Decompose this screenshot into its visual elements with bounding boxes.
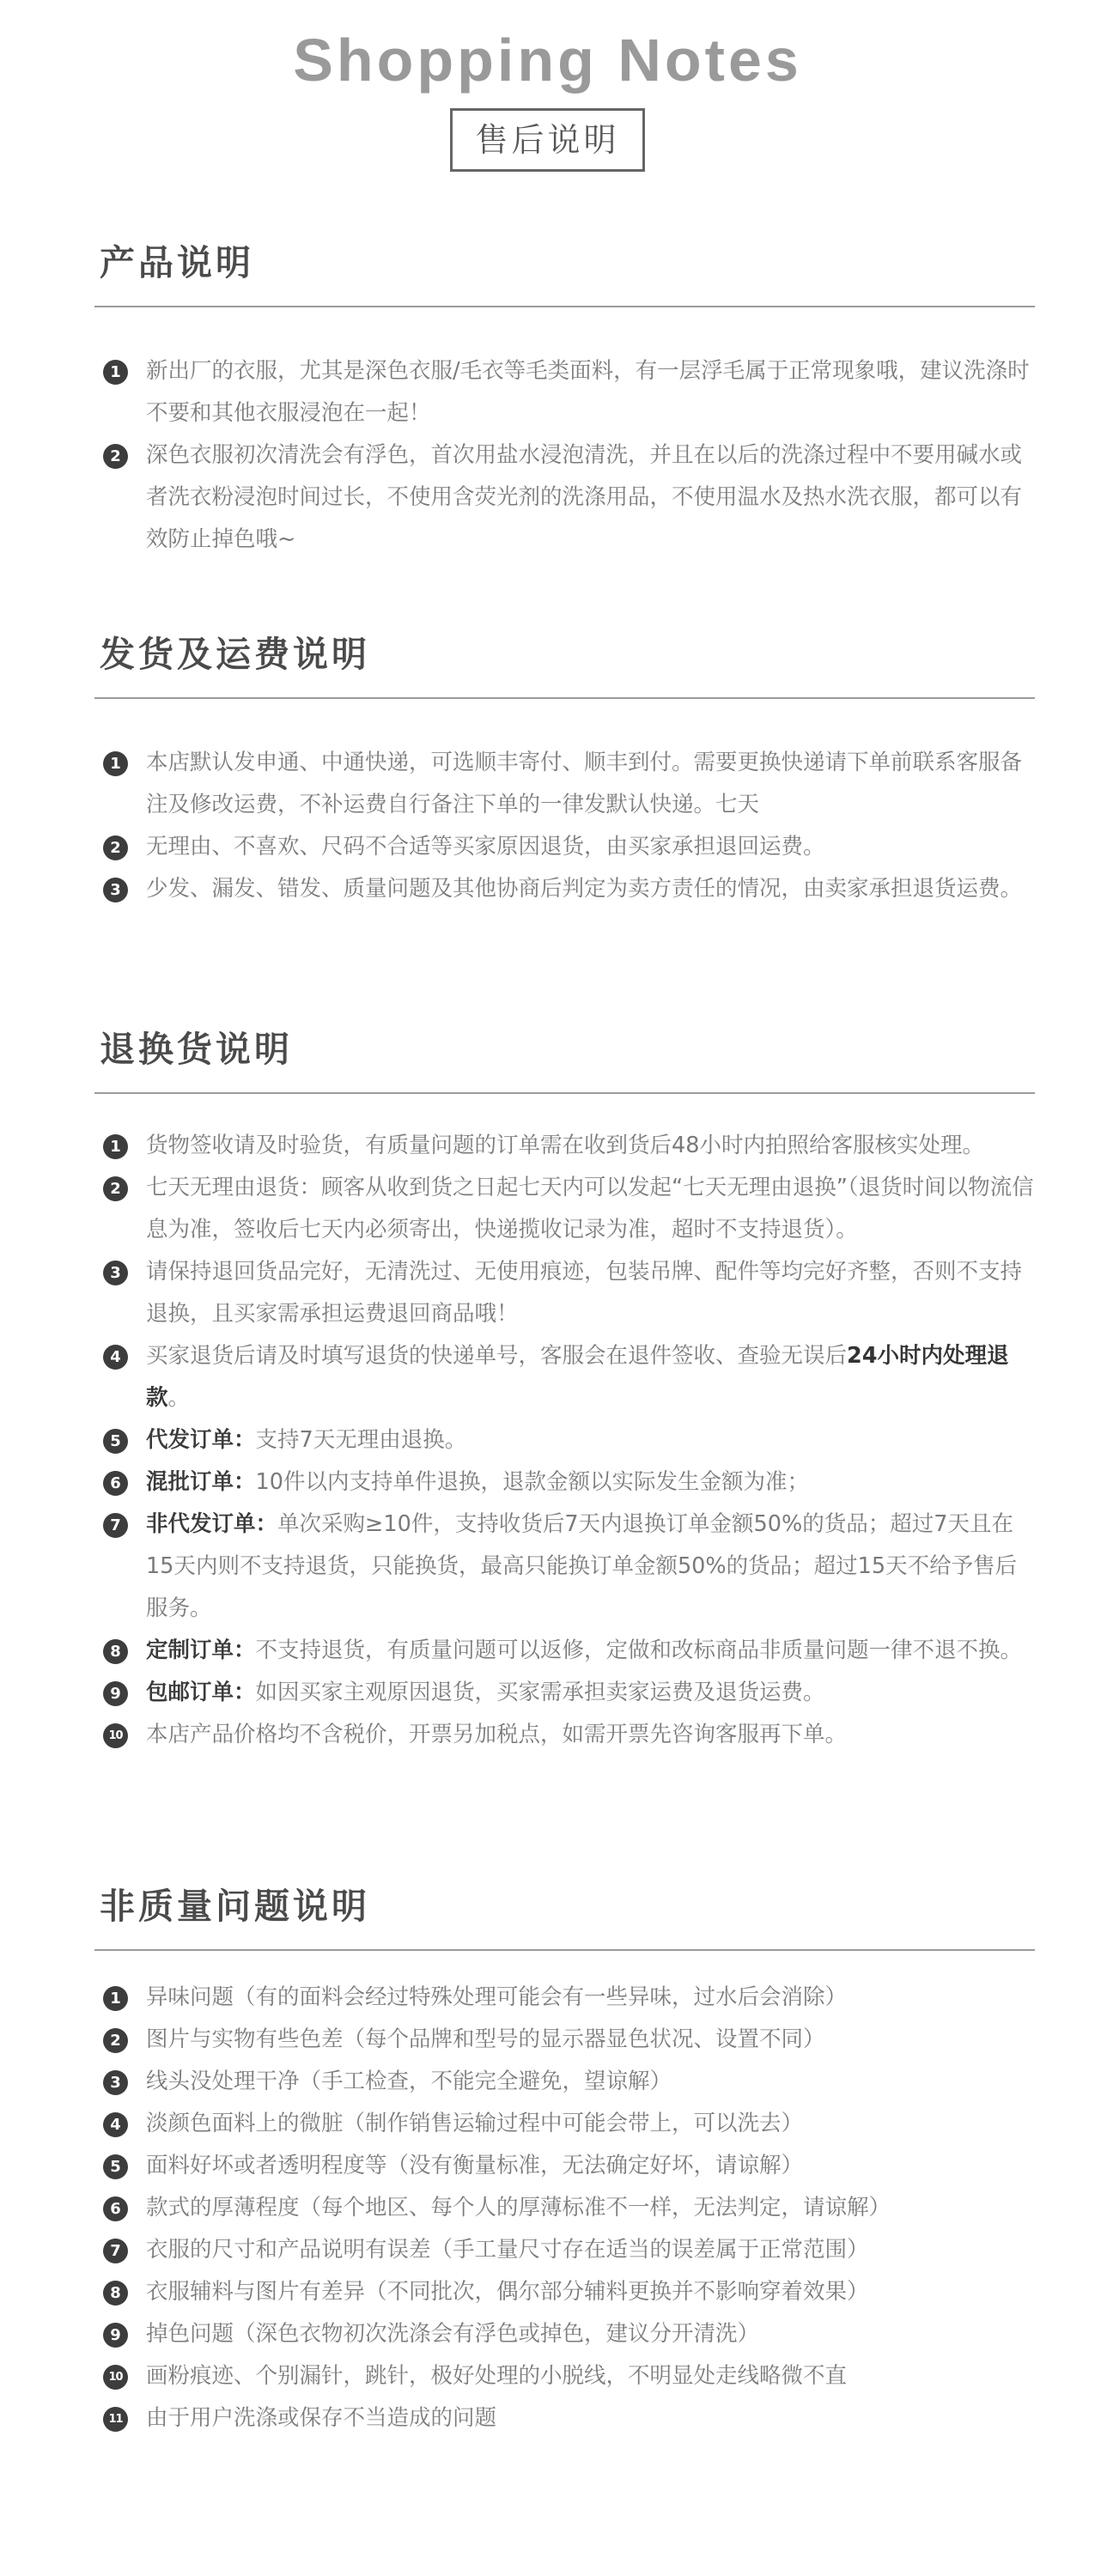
item-text: 支持7天无理由退换。	[255, 1427, 467, 1453]
number-badge-icon: 9	[103, 2323, 128, 2348]
number-badge-icon: 8	[103, 2281, 128, 2306]
item-text: 图片与实物有些色差（每个品牌和型号的显示器显色状况、设置不同）	[146, 2026, 825, 2052]
list-item	[94, 2229, 1035, 2271]
list-item	[94, 1630, 1035, 1672]
item-text: 深色衣服初次清洗会有浮色，首次用盐水浸泡清洗，并且在以后的洗涤过程中不要用碱水或者洗衣粉浸泡时间过长，不使用含荧光剂的洗涤用品，不使用温水及热水洗衣服，都可以有效防止掉色哦~	[146, 442, 1023, 552]
section-item-list	[94, 1977, 1035, 2439]
list-item	[94, 1419, 1035, 1461]
item-text: 款式的厚薄程度（每个地区、每个人的厚薄标准不一样，无法判定，请谅解）	[146, 2195, 891, 2221]
number-badge-icon: 1	[103, 360, 128, 385]
item-text: 面料好坏或者透明程度等（没有衡量标准，无法确定好坏，请谅解）	[146, 2153, 804, 2178]
item-text: 由于用户洗涤或保存不当造成的问题	[146, 2405, 497, 2431]
number-badge-icon: 11	[103, 2407, 128, 2432]
number-badge-icon: 6	[103, 2196, 128, 2221]
item-text: 请保持退回货品完好，无清洗过、无使用痕迹，包装吊牌、配件等均完好齐整，否则不支持退换，且买家需承担运费退回商品哦！	[146, 1259, 1023, 1327]
item-text: 画粉痕迹、个别漏针，跳针，极好处理的小脱线，不明显处走线略微不直	[146, 2363, 848, 2389]
number-badge-icon: 2	[103, 1176, 128, 1201]
item-text: 衣服辅料与图片有差异（不同批次，偶尔部分辅料更换并不影响穿着效果）	[146, 2279, 869, 2305]
item-text: 淡颜色面料上的微脏（制作销售运输过程中可能会带上，可以洗去）	[146, 2111, 804, 2136]
item-text: 10件以内支持单件退换，退款金额以实际发生金额为准；	[255, 1469, 809, 1495]
number-badge-icon: 3	[103, 878, 128, 902]
number-badge-icon: 3	[103, 1261, 128, 1285]
section-heading: 产品说明	[100, 242, 254, 283]
item-label: 代发订单：	[146, 1427, 256, 1453]
list-item	[94, 1251, 1035, 1335]
number-badge-icon: 2	[103, 444, 128, 469]
list-item	[94, 826, 1035, 868]
number-badge-icon: 3	[103, 2070, 128, 2095]
number-badge-icon: 6	[103, 1471, 128, 1496]
page-title: Shopping Notes	[293, 27, 802, 94]
list-item	[94, 1335, 1035, 1419]
item-text: 衣服的尺寸和产品说明有误差（手工量尺寸存在适当的误差属于正常范围）	[146, 2237, 869, 2263]
list-item	[94, 1461, 1035, 1504]
item-text: 新出厂的衣服，尤其是深色衣服/毛衣等毛类面料，有一层浮毛属于正常现象哦，建议洗涤时不要和其他衣服浸泡在一起！	[146, 358, 1030, 426]
section-item-list	[94, 350, 1035, 561]
list-item	[94, 2019, 1035, 2061]
item-text: 本店默认发申通、中通快递，可选顺丰寄付、顺丰到付。需要更换快递请下单前联系客服备注及修改运费，不补运费自行备注下单的一律发默认快递。七天	[146, 750, 1023, 817]
section-non-quality-notes	[94, 1882, 1035, 2439]
item-label: 包邮订单：	[146, 1680, 256, 1705]
number-badge-icon: 2	[103, 835, 128, 860]
list-item	[94, 2103, 1035, 2145]
number-badge-icon: 1	[103, 1986, 128, 2011]
number-badge-icon: 7	[103, 2239, 128, 2263]
item-text: 买家退货后请及时填写退货的快递单号，客服会在退件签收、查验无误后	[146, 1343, 848, 1369]
number-badge-icon: 5	[103, 1429, 128, 1454]
item-text: 不支持退货，有质量问题可以返修，定做和改标商品非质量问题一律不退不换。	[255, 1637, 1023, 1663]
list-item	[94, 2271, 1035, 2313]
emphasis-text: 24小时内处理退款	[146, 1343, 1009, 1411]
item-label: 混批订单：	[146, 1469, 256, 1495]
section-divider	[94, 697, 1035, 699]
item-text: 无理由、不喜欢、尺码不合适等买家原因退货，由买家承担退回运费。	[146, 834, 825, 860]
item-text: 单次采购≥10件，支持收货后7天内退换订单金额50%的货品；超过7天且在15天内则不支持退货，只能换货，最高只能换订单金额50%的货品；超过15天不给予售后服务。	[146, 1511, 1018, 1621]
item-label: 定制订单：	[146, 1637, 256, 1663]
number-badge-icon: 4	[103, 2112, 128, 2137]
list-item	[94, 350, 1035, 434]
list-item	[94, 1125, 1035, 1167]
number-badge-icon: 10	[103, 2365, 128, 2390]
list-item	[94, 742, 1035, 826]
list-item	[94, 2145, 1035, 2187]
list-item	[94, 2187, 1035, 2229]
section-divider	[94, 1092, 1035, 1094]
list-item	[94, 2397, 1035, 2439]
item-text: 少发、漏发、错发、质量问题及其他协商后判定为卖方责任的情况，由卖家承担退货运费。	[146, 876, 1023, 902]
number-badge-icon: 5	[103, 2154, 128, 2179]
list-item	[94, 1714, 1035, 1756]
list-item	[94, 868, 1035, 910]
item-label: 非代发订单：	[146, 1511, 278, 1537]
list-item	[94, 1672, 1035, 1714]
item-text: 货物签收请及时验货，有质量问题的订单需在收到货后48小时内拍照给客服核实处理。	[146, 1133, 984, 1158]
section-divider	[94, 1949, 1035, 1951]
section-product-notes	[94, 239, 1035, 561]
number-badge-icon: 2	[103, 2028, 128, 2053]
list-item	[94, 1977, 1035, 2019]
number-badge-icon: 7	[103, 1513, 128, 1538]
section-heading: 退换货说明	[100, 1029, 293, 1070]
section-heading: 非质量问题说明	[100, 1886, 370, 1927]
item-text: 本店产品价格均不含税价，开票另加税点，如需开票先咨询客服再下单。	[146, 1722, 848, 1747]
list-item	[94, 2313, 1035, 2355]
section-shipping-notes	[94, 630, 1035, 910]
number-badge-icon: 8	[103, 1639, 128, 1664]
item-text: 线头没处理干净（手工检查，不能完全避免，望谅解）	[146, 2069, 672, 2094]
section-divider	[94, 306, 1035, 307]
number-badge-icon: 1	[103, 751, 128, 776]
page-header	[0, 0, 1095, 172]
item-text-end: 。	[167, 1385, 191, 1411]
list-item	[94, 2061, 1035, 2103]
item-text: 掉色问题（深色衣物初次洗涤会有浮色或掉色，建议分开清洗）	[146, 2321, 760, 2347]
number-badge-icon: 1	[103, 1134, 128, 1159]
list-item	[94, 1504, 1035, 1630]
number-badge-icon: 9	[103, 1681, 128, 1706]
number-badge-icon: 4	[103, 1345, 128, 1370]
item-text: 七天无理由退货：顾客从收到货之日起七天内可以发起“七天无理由退换”（退货时间以物流信息为准，签收后七天内必须寄出，快递揽收记录为准，超时不支持退货）。	[146, 1175, 1034, 1242]
item-text: 如因买家主观原因退货，买家需承担卖家运费及退货运费。	[255, 1680, 825, 1705]
section-item-list	[94, 742, 1035, 910]
page-subtitle-box: 售后说明	[450, 108, 644, 172]
section-heading: 发货及运费说明	[100, 634, 370, 675]
item-text: 异味问题（有的面料会经过特殊处理可能会有一些异味，过水后会消除）	[146, 1984, 848, 2010]
list-item	[94, 2355, 1035, 2397]
section-return-exchange-notes	[94, 1025, 1035, 1756]
list-item	[94, 434, 1035, 561]
number-badge-icon: 10	[103, 1723, 128, 1748]
list-item	[94, 1167, 1035, 1251]
section-item-list	[94, 1125, 1035, 1756]
